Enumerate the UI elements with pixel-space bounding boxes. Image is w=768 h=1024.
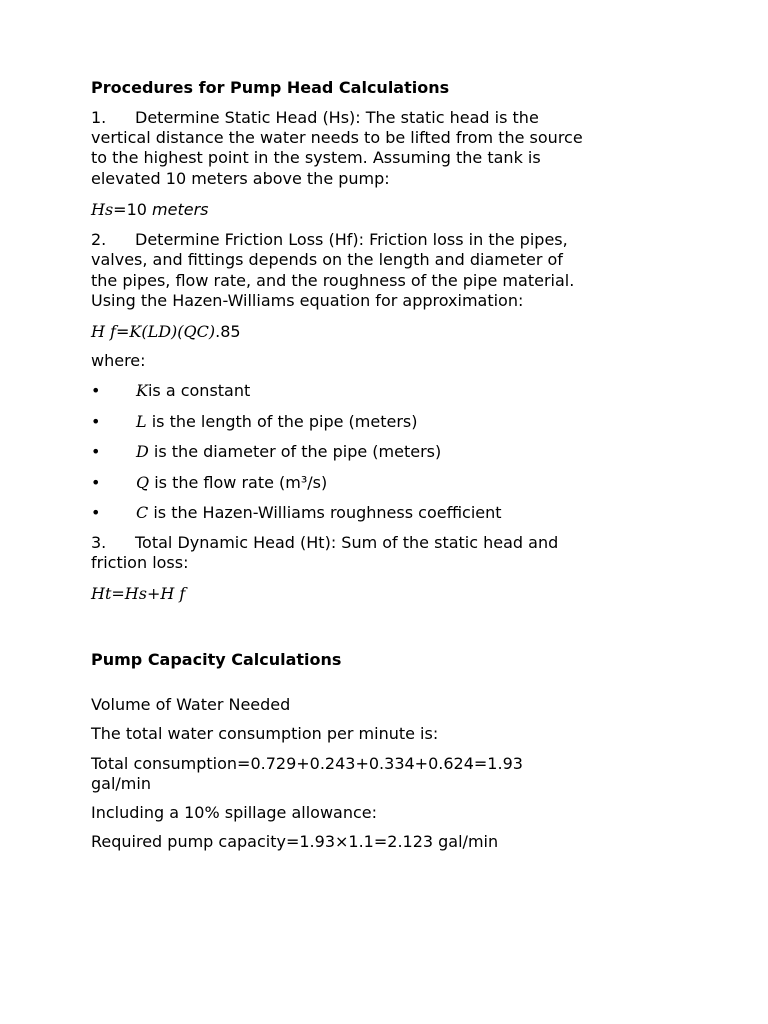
- step2-line4: Using the Hazen-Williams equation for approximation:: [91, 291, 524, 310]
- step1-line3: to the highest point in the system. Assuming the tank is: [91, 148, 541, 167]
- step2-line1: 2. Determine Friction Loss (Hf): Friction loss in the pipes,: [91, 230, 568, 249]
- step2-line3: the pipes, flow rate, and the roughness of the pipe material.: [91, 271, 575, 290]
- bullet-mark: •: [91, 473, 101, 492]
- consumption-equation-line2: gal/min: [91, 774, 151, 793]
- step3-line1: 3. Total Dynamic Head (Ht): Sum of the static head and: [91, 533, 559, 552]
- consumption-equation-line1: Total consumption=0.729+0.243+0.334+0.624=1.93: [91, 754, 523, 773]
- section-heading-pump-capacity: Pump Capacity Calculations: [91, 650, 342, 669]
- list-item: • D is the diameter of the pipe (meters): [91, 442, 442, 461]
- bullet-mark: •: [91, 381, 101, 400]
- equation-static-head: Hs=10 meters: [91, 200, 209, 219]
- step1-line1: 1. Determine Static Head (Hs): The static head is the: [91, 108, 539, 127]
- subheading-volume: Volume of Water Needed: [91, 695, 291, 714]
- consumption-intro: The total water consumption per minute is:: [91, 724, 439, 743]
- spillage-allowance: Including a 10% spillage allowance:: [91, 803, 378, 822]
- step1-number: 1.: [91, 108, 107, 127]
- required-capacity: Required pump capacity=1.93×1.1=2.123 gal/min: [91, 832, 499, 851]
- bullet-mark: •: [91, 412, 101, 431]
- where-label: where:: [91, 351, 146, 370]
- equation-friction-loss: H f=K(LD)(QC).85: [91, 322, 241, 341]
- list-item: • L is the length of the pipe (meters): [91, 412, 418, 431]
- list-item: • C is the Hazen-Williams roughness coefficient: [91, 503, 502, 522]
- step1-line2: vertical distance the water needs to be lifted from the source: [91, 128, 583, 147]
- step2-line2: valves, and fittings depends on the length and diameter of: [91, 250, 563, 269]
- list-item: • Kis a constant: [91, 381, 251, 400]
- bullet-mark: •: [91, 503, 101, 522]
- step2-number: 2.: [91, 230, 107, 249]
- step1-line4: elevated 10 meters above the pump:: [91, 169, 390, 188]
- equation-total-head: Ht=Hs+H f: [91, 584, 186, 603]
- list-item: • Q is the flow rate (m³/s): [91, 473, 328, 492]
- section-heading-pump-head: Procedures for Pump Head Calculations: [91, 78, 450, 97]
- step3-line2: friction loss:: [91, 553, 189, 572]
- step3-number: 3.: [91, 533, 107, 552]
- bullet-mark: •: [91, 442, 101, 461]
